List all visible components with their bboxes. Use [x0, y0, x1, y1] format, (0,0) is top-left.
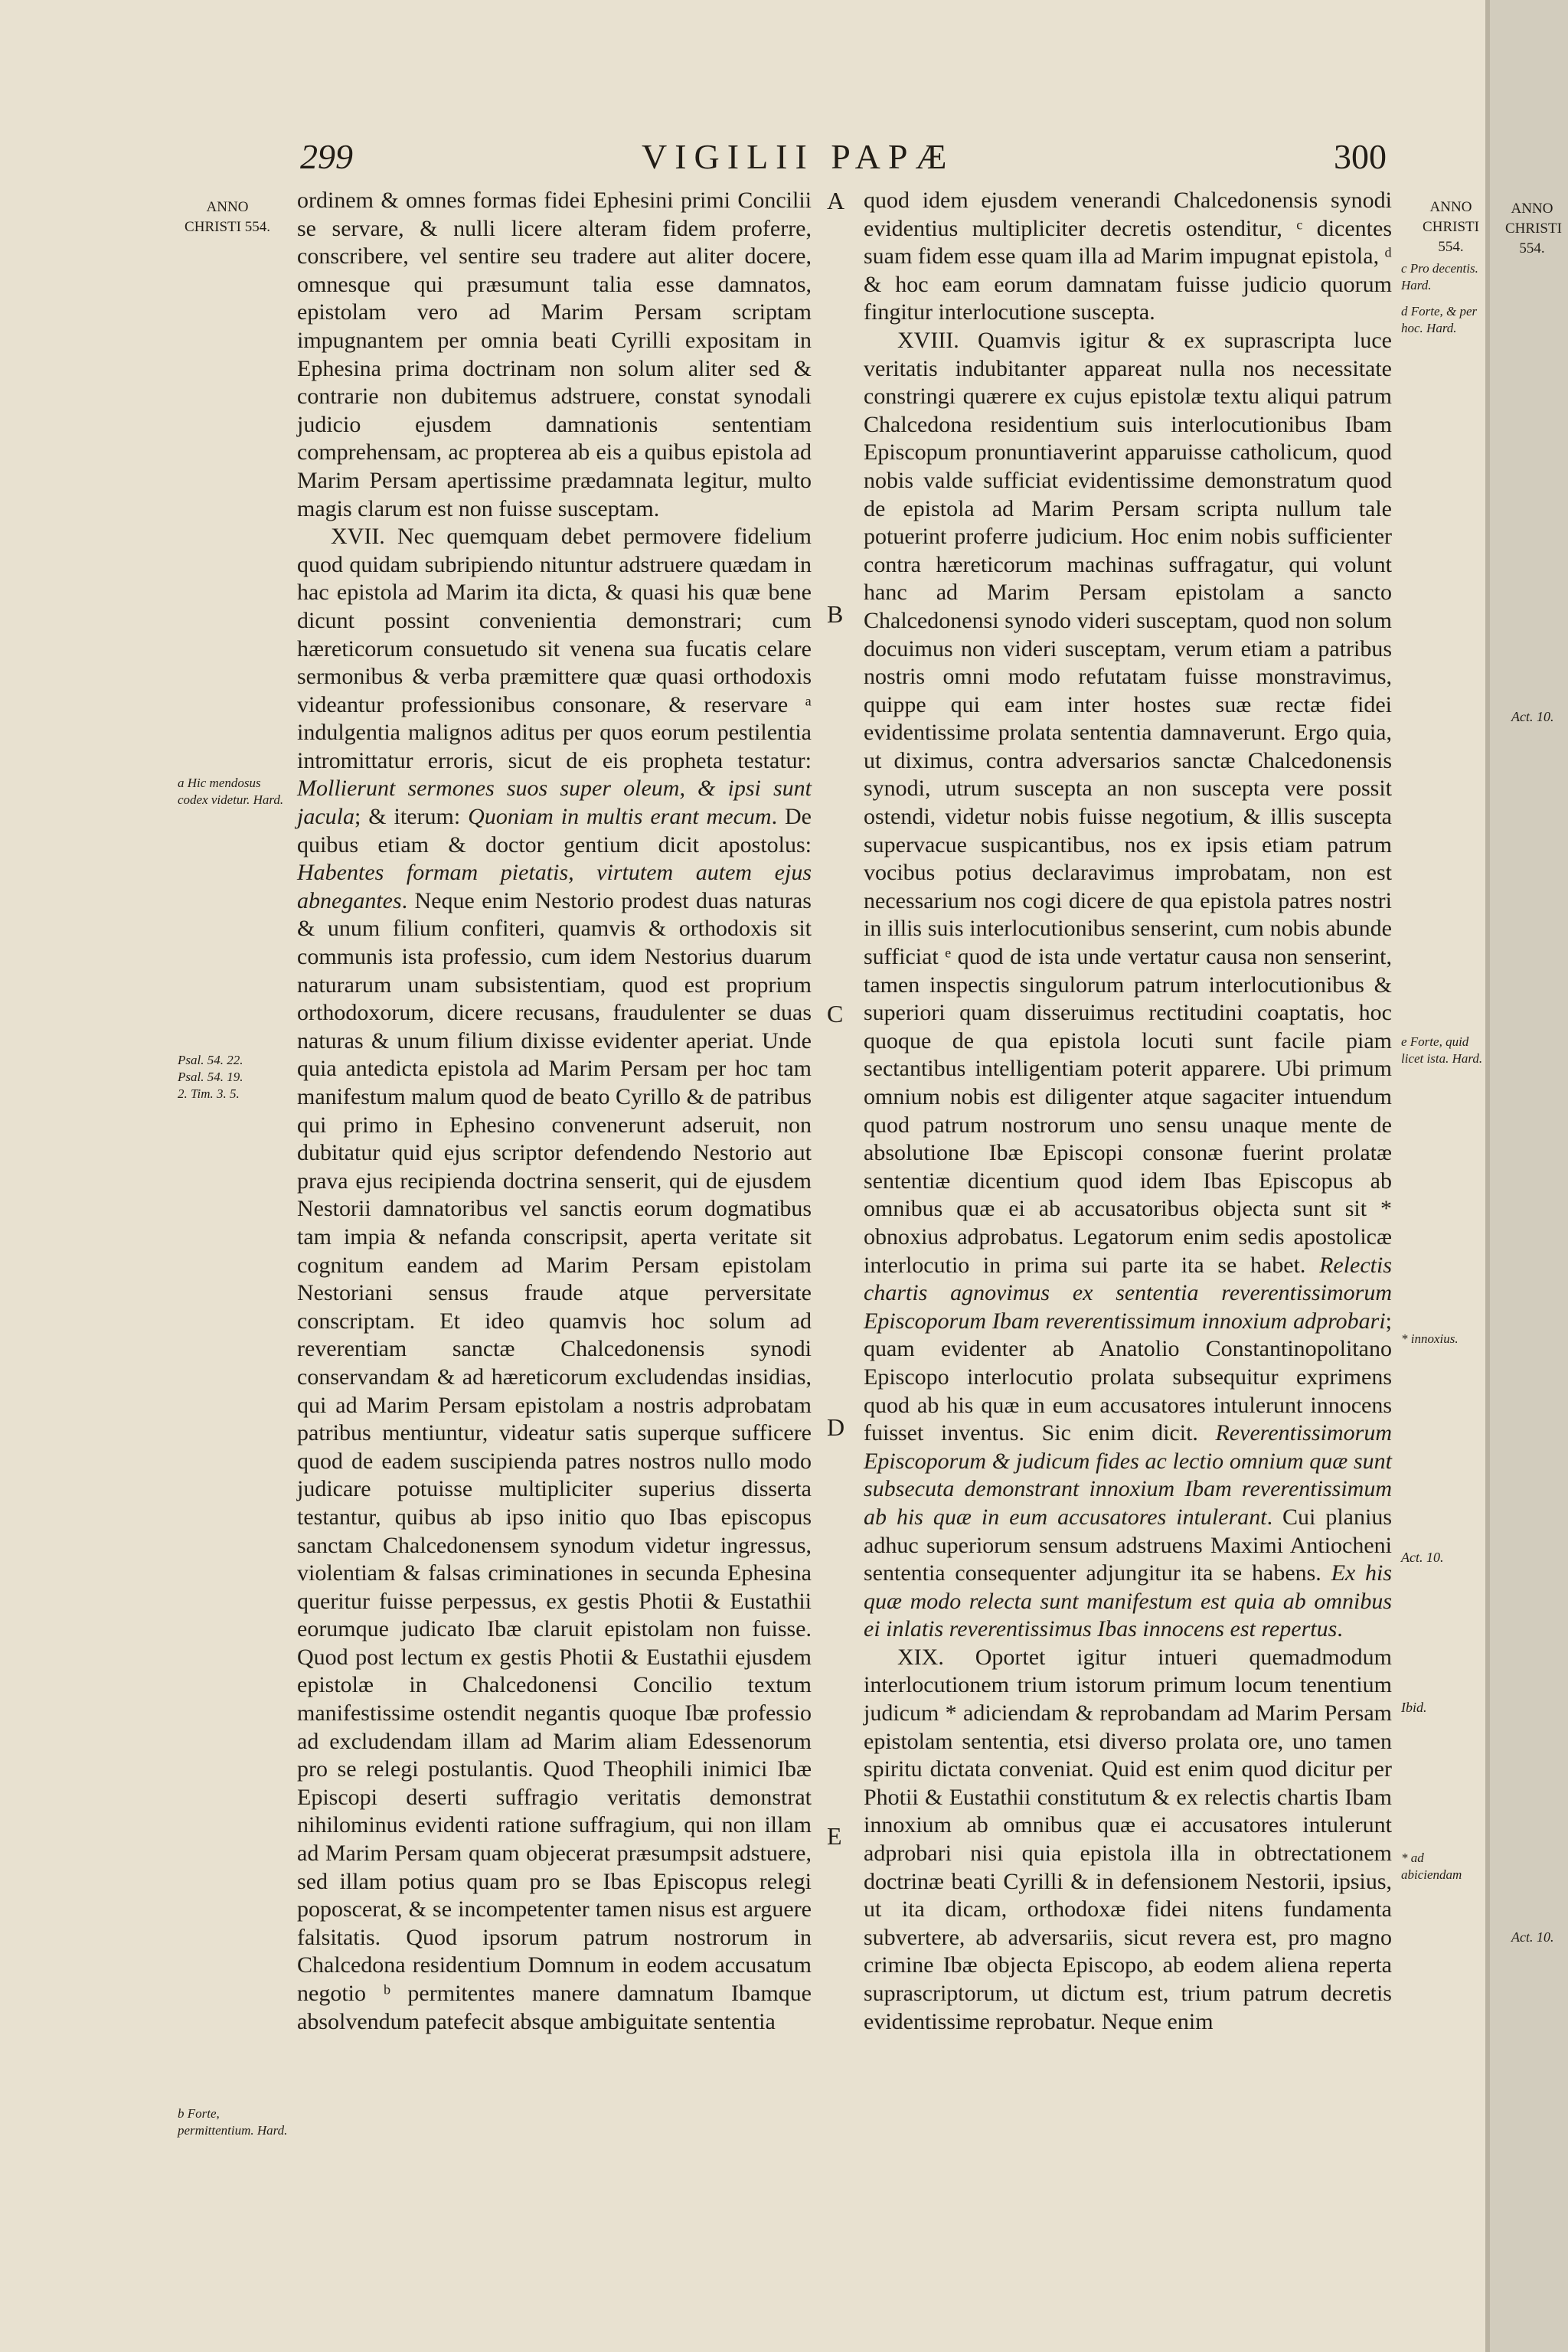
- margin-note-a: a Hic mendosus codex videtur. Hard.: [178, 776, 284, 807]
- acta-quote: Reverentissimorum Episcoporum & judicum fides ac lectio omnium quæ sunt subsecuta demonstrant innoxium Ibam reverentissimum ab his quæ in eum accusatores intulerant: [864, 1420, 1392, 1530]
- margin-note-c: c Pro decentis. Hard.: [1401, 261, 1478, 292]
- acts-reference-edge-2: Act. 10.: [1511, 1929, 1554, 1945]
- section-letter-c: C: [827, 1000, 844, 1027]
- running-head: VIGILII PAPÆ: [642, 137, 955, 176]
- margin-note-star-2: * ad abiciendam: [1401, 1851, 1462, 1882]
- right-paragraph-1: quod idem ejusdem venerandi Chalcedonensis synodi evidentius multipliciter decretis ostenditur, ᶜ dicentes suam fidem esse quam illa ad Marim impugnat epistola, ᵈ & hoc eam eorum damnatam fuisse judicio quorum fingitur interlocutione suscepta.: [864, 188, 1392, 325]
- section-letter-b: B: [827, 600, 844, 628]
- scripture-quote: Habentes formam pietatis, virtutem autem ejus abnegantes: [297, 860, 812, 913]
- margin-note-star-1: * innoxius.: [1401, 1331, 1459, 1346]
- acts-reference: Act. 10.: [1401, 1550, 1444, 1565]
- page-number-left: 299: [300, 137, 353, 176]
- left-paragraph-1: ordinem & omnes formas fidei Ephesini primi Concilii se servare, & nulli licere alteram fidem proferre, conscribere, vel sentire seu tradere aut aliter docere, omnesque qui præsumunt talia esse damnatos, epistolam vero ad Marim Persam scriptam impugnantem per omnia beati Cyrilli expositam in Ephesina prima doctrinam non solum aliter sed & contrarie non dubitemus adstruere, constat synodali judicio ejusdem damnationis sententiam comprehensam, ac propterea ab eis a quibus epistola ad Marim Persam apertissime prædamnata legitur, multo magis clarum est non fuisse susceptam.: [297, 188, 812, 521]
- section-letter-a: A: [827, 187, 845, 214]
- year-label-edge: ANNO CHRISTI 554.: [1505, 201, 1562, 256]
- next-page-edge: [1485, 0, 1568, 2352]
- margin-note-e: e Forte, quid licet ista. Hard.: [1401, 1034, 1483, 1066]
- year-label-right: ANNO CHRISTI 554.: [1423, 199, 1479, 255]
- margin-note-d: d Forte, & per hoc. Hard.: [1401, 304, 1478, 335]
- scripture-quote: Mollierunt sermones suos super oleum, & ipsi sunt jacula: [297, 776, 812, 830]
- year-label-left: ANNO CHRISTI 554.: [185, 199, 270, 235]
- page-number-right: 300: [1334, 137, 1387, 176]
- margin-note-b: b Forte, permittentium. Hard.: [178, 2106, 288, 2138]
- scripture-references: Psal. 54. 22. Psal. 54. 19. 2. Tim. 3. 5.: [178, 1053, 243, 1101]
- section-letter-d: D: [827, 1413, 845, 1441]
- right-paragraph-2: XVIII. Quamvis igitur & ex suprascripta luce veritatis indubitanter appareat nulla nos necessitate constringi quærere ex cujus epistolæ textu aliqui patrum Chalcedona residentium suis interlocutionibus Ibam Episcopum pronuntiaverint apparuisse catholicum, quod nobis valde sufficiat evidentissime demonstratum quod de epistola ad Marim Persam scripta nullum tale potuerint proferre judicium. Hoc enim nobis sufficienter contra hæreticorum machinas suffragatur, qui volunt hanc ad Marim Persam epistolam a sancto Chalcedonensi synodo videri susceptam, quod non solum docuimus non videri susceptam, verum etiam a patribus nostris omni modo refutatam fuisse monstravimus, quippe qui eam inter hostes suæ rectæ fidei evidentissime prolata sententia damnaverunt. Ergo quia, ut diximus, contra adversarios sanctæ Chalcedonensis synodi, utrum suscepta an non suscepta vere possit ostendi, videtur nobis fuisse negotium, & illis suscepta supervacue suspicantibus, nos ex ipsis etiam patrum vocibus potius declaravimus improbatam, non est necessarium nos cogi dicere de qua epistola patres nostri in illis suis interlocutionibus senserint, cum nobis abunde sufficiat ᵉ quod de ista unde vertatur causa non senserint, tamen inspectis singulorum patrum interlocutionibus & superiori quam disseruimus rectitudini coaptatis, hoc quoque de qua epistola locuti sunt facile piam sectantibus intelligentiam poterit apparere. Ubi primum omnium nobis est diligenter atque sagaciter intuendum quod patrum nostrorum uno sensu unaque mente de absolutione Ibæ Episcopi consonæ fuerint prolatæ sententiæ dicentium quod idem Ibas Episcopus ab omnibus quæ ei ab accusatoribus objecta sunt sit * obnoxius adprobatus. Legatorum enim sedis apostolicæ interlocutio in prima sui parte ita se habet. Relectis chartis agnovimus ex sententia reverentissimorum Episcoporum Ibam reverentissimum innoxium adprobari; quam evidenter ab Anatolio Constantinopolitano Episcopo interlocutio prolata subsequitur exprimens quod ab his quæ in eum accusatores intulerunt innocens fuisset inventus. Sic enim dicit. Reverentissimorum Episcoporum & judicum fides ac lectio omnium quæ sunt subsecuta demonstrant innoxium Ibam reverentissimum ab his quæ in eum accusatores intulerant. Cui planius adhuc superiorum sensum adstruens Maximi Antiocheni sententia consequenter adjungitur ita se habens. Ex his quæ modo relecta sunt manifestum est quia ab omnibus ei inlatis reverentissimus Ibas innocens est repertus.: [864, 327, 1393, 1642]
- acta-quote: Relectis chartis agnovimus ex sententia reverentissimorum Episcoporum Ibam reverentissimum innoxium adprobari: [864, 1252, 1393, 1334]
- acts-reference-edge: Act. 10.: [1511, 709, 1554, 724]
- section-letter-e: E: [827, 1822, 842, 1850]
- acta-quote: Ex his quæ modo relecta sunt manifestum est quia ab omnibus ei inlatis reverentissimus Ibas innocens est repertus: [864, 1560, 1392, 1642]
- scripture-quote: Quoniam in multis erant mecum: [468, 804, 772, 830]
- left-paragraph-2: XVII. Nec quemquam debet permovere fidelium quod quidam subripiendo nituntur adstruere quædam in hac epistola ad Marim ita dicta, & quasi his quæ bene dicunt possint convenientia demonstrari; cum hæreticorum consuetudo sit venena sua fucatis celare sermonibus & verba præmittere quæ quasi orthodoxis videantur professionibus consonare, & reservare ᵃ indulgentia malignos aditus per quos eorum pestilentia intromittatur erroris, sicut de eis propheta testatur: Mollierunt sermones suos super oleum, & ipsi sunt jacula; & iterum: Quoniam in multis erant mecum. De quibus etiam & doctor gentium dicit apostolus: Habentes formam pietatis, virtutem autem ejus abnegantes. Neque enim Nestorio prodest duas naturas & unum filium confiteri, quamvis & orthodoxis sit communis ista professio, cum idem Nestorius duarum naturarum unam subsistentiam, quod est proprium orthodoxorum, dicere recusans, fraudulenter se duas naturas & unum filium dixisse evidenter aperiat. Unde quia antedicta epistola ad Marim Persam per hoc tam manifestum malum quod de beato Cyrillo & de patribus qui primo in Ephesino convenerunt adseruit, non dubitatur quid ejus scriptor defendendo Nestorio aut prava ejus recipienda doctrina senserit, qui de ejusdem Nestorii damnatoribus vel sanctis eorum dogmatibus tam impia & nefanda conscripsit, aperta veritate sit cognitum eandem ad Marim Persam epistolam Nestoriani sensus fraude atque perversitate conscriptam. Et ideo quamvis hoc solum ad reverentiam sanctæ Chalcedonensis synodi conservandam & ad hæreticorum excludendas insidias, qui ad Marim Persam epistolam a nostris adprobatam patribus mentiuntur, videatur satis superque sufficere quod de eadem suscipienda patres nostros nullo modo judicare potuisse multipliciter superius disserta testantur, quibus ab ipso initio quo Ibas episcopus sanctam Chalcedonensem synodum videtur ingressus, violentiam & falsas criminationes in secunda Ephesina queritur fuisse perpessus, ex gestis Photii & Eustathii eorumque judicato Ibæ claruit epistolam non fuisse. Quod post lectum ex gestis Photii & Eustathii ejusdem epistolæ in Chalcedonensi Concilio textum manifestissime ostendit negantis quoque Ibæ professio ad excludendam illam ad Marim aliam Edessenorum pro se relegi postulantis. Quod Theophili inimici Ibæ Episcopi deserti suffragio veritatis demonstrat nihilominus evidenti ratione suffragium, qui non illam ad Marim Persam quam objecerat præsumpsit adstuere, sed illam potius quam pro se Ibas Episcopus relegi poposcerat, & se incompetenter tamen nisus est arguere falsitatis. Quod ipsorum patrum nostrorum in Chalcedona residentium Domnum in eodem accusatum negotio ᵇ permitentes manere damnatum Ibamque absolvendum patefecit absque ambiguitate sententia: [297, 524, 812, 2034]
- ibid-reference: Ibid.: [1401, 1700, 1427, 1715]
- right-column: [864, 187, 1392, 2036]
- right-paragraph-3: XIX. Oportet igitur intueri quemadmodum interlocutionem trium istorum primum locum tenentium judicum * adiciendam & reprobandam ad Marim Persam epistolam sententia, etsi diverso prolata ore, uno tamen spiritu dictata conveniat. Quid est enim quod dicitur per Photii & Eustathii constitutum & ex relectis chartis Ibam innoxium ab omnibus quæ ei accusatores intulerunt adprobari nisi quia epistola illa in obtrectationem doctrinæ beati Cyrilli & in defensionem Nestorii, ipsius, ut ita dicam, orthodoxæ fidei nitens fundamenta subvertere, ab adversariis, sicut revera est, pro magno crimine Ibæ objecta Episcopo, ab eodem aliena reperta suprascriptorum, ut dictum est, trium patrum decretis evidentissime reprobatur. Neque enim: [864, 1644, 1392, 2034]
- left-column: [297, 187, 812, 2036]
